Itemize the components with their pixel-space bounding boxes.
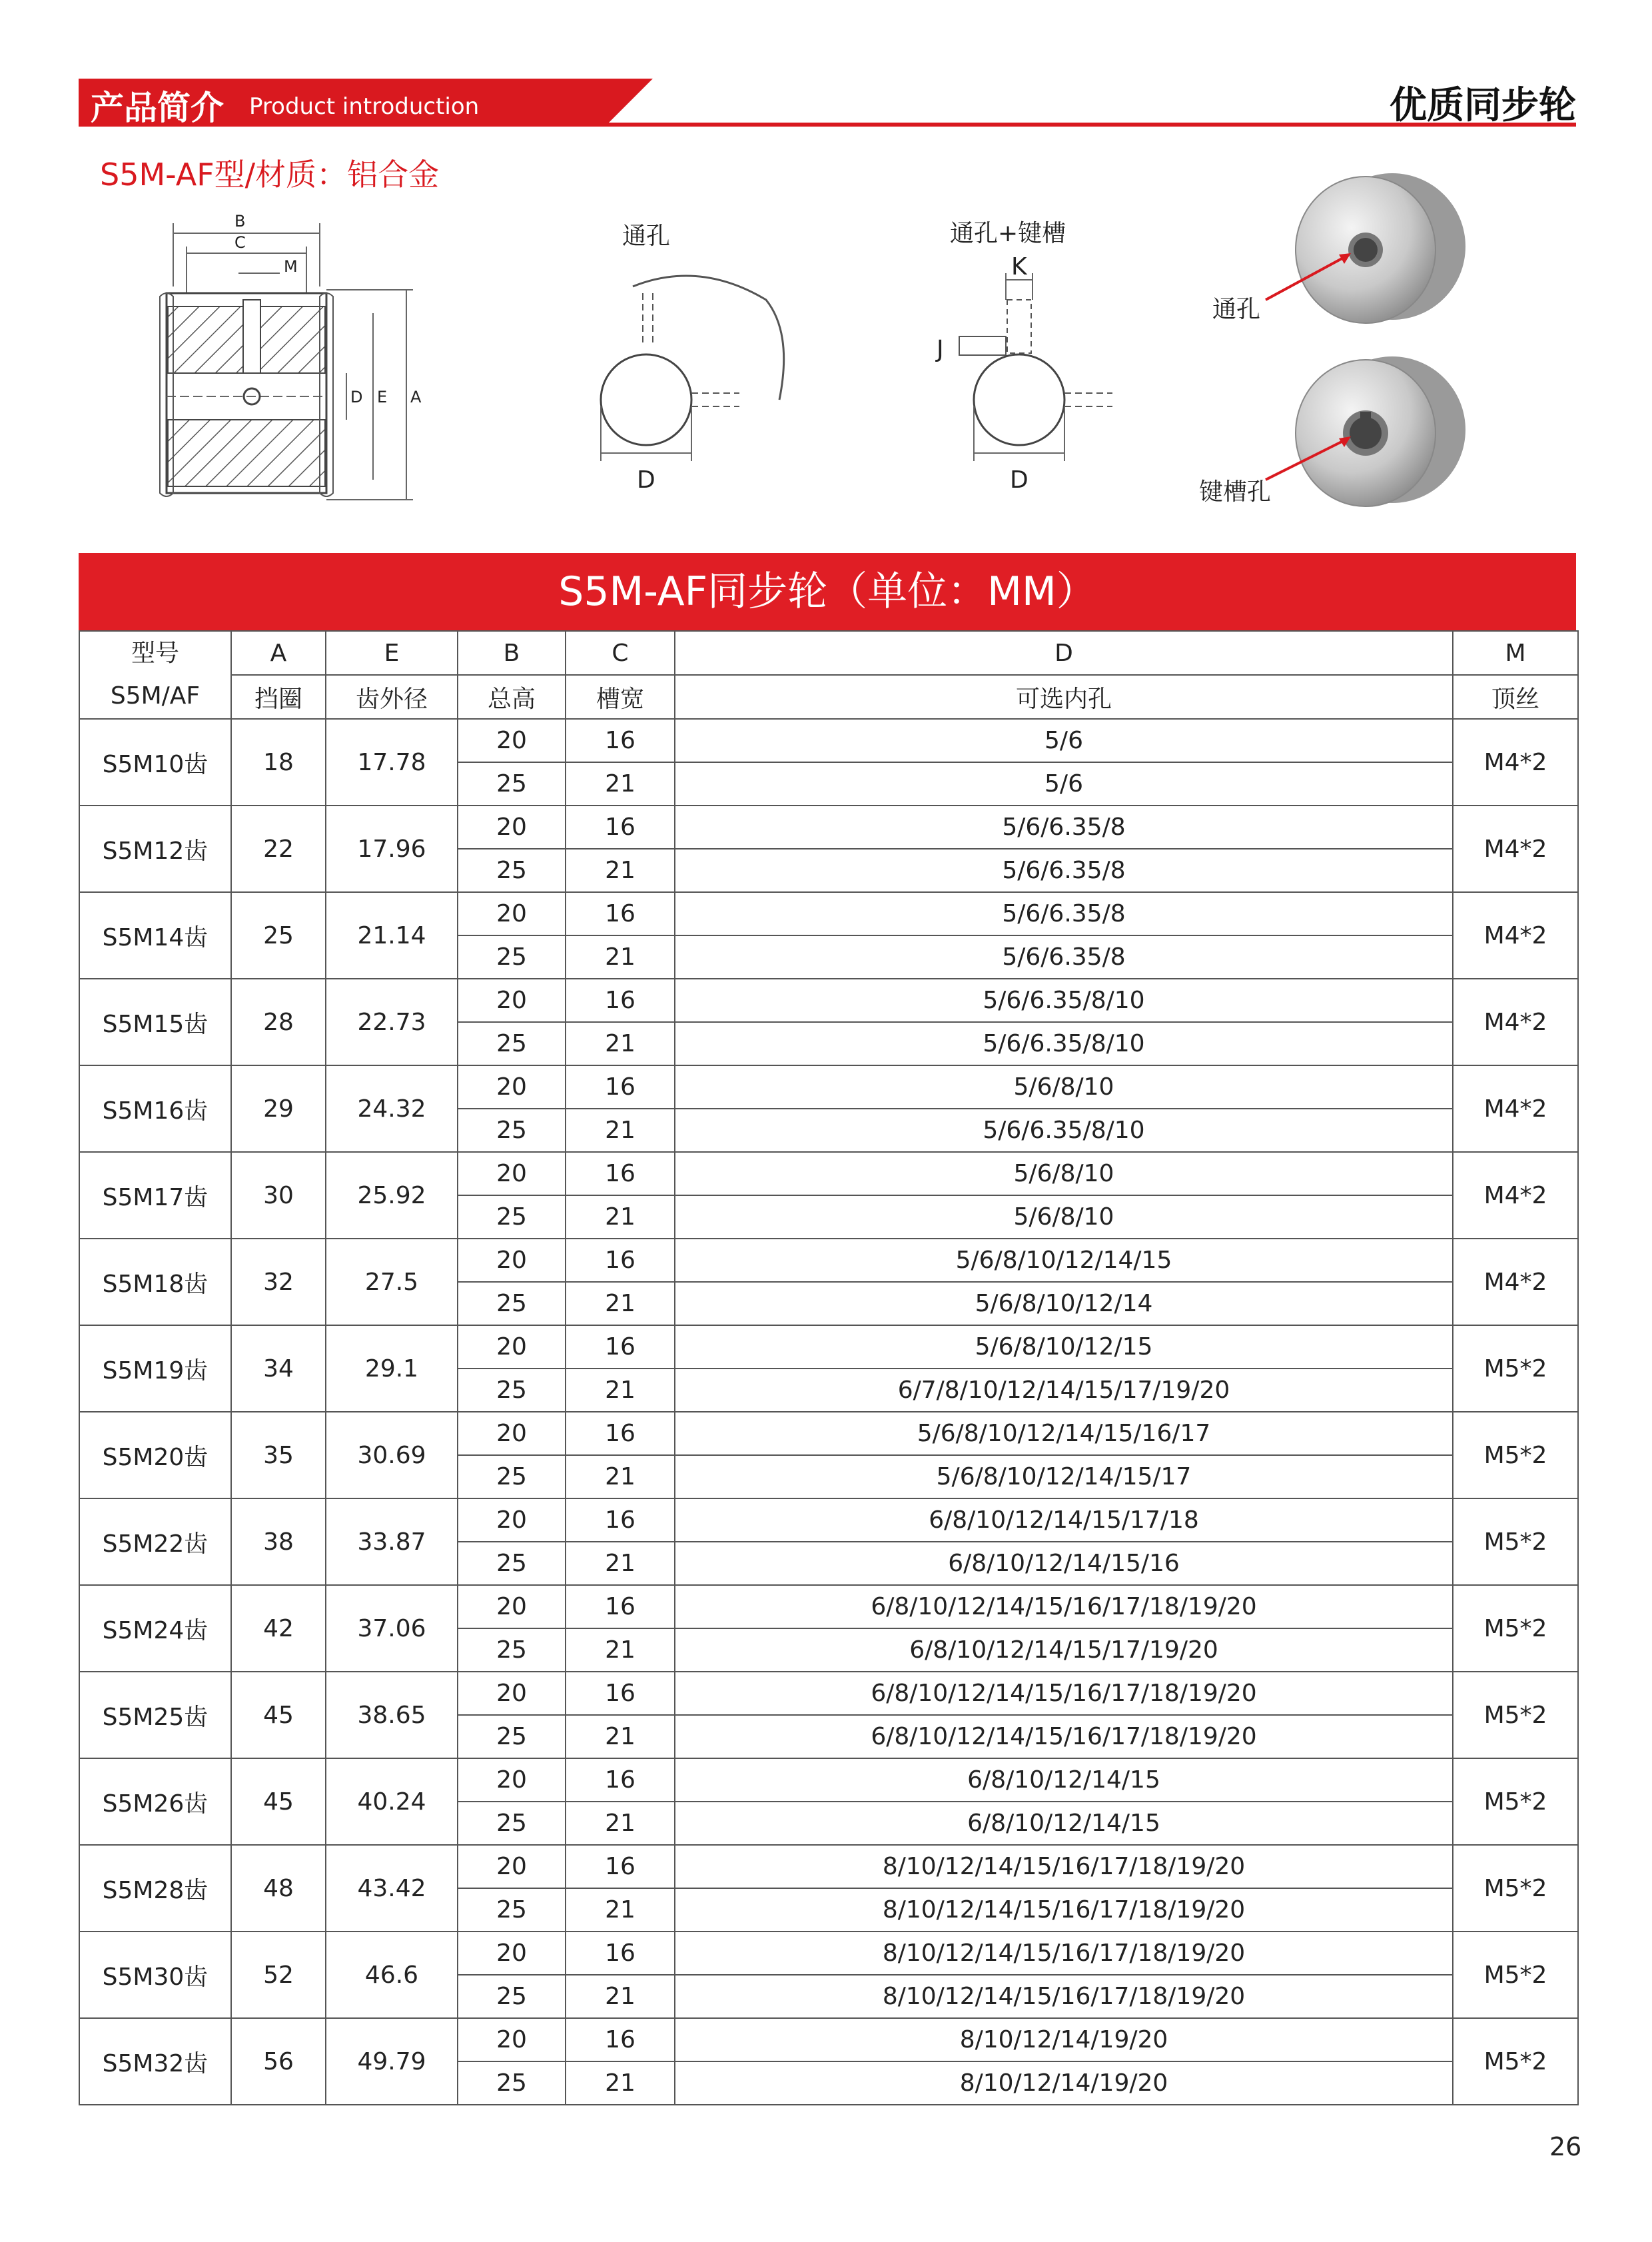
cell-a: 48 (231, 1845, 326, 1932)
cell-c: 21 (566, 1715, 675, 1758)
table-row (79, 979, 1578, 1022)
cell-model: S5M12齿 (79, 806, 231, 892)
cell-b: 25 (458, 1975, 566, 2018)
cell-b: 20 (458, 1585, 566, 1628)
cell-b: 25 (458, 1542, 566, 1585)
cell-d: 6/8/10/12/14/15 (675, 1802, 1453, 1845)
cell-a: 29 (231, 1065, 326, 1152)
header-m-sub: 顶丝 (1453, 675, 1578, 719)
cell-m: M4*2 (1453, 1239, 1578, 1325)
cell-c: 21 (566, 1888, 675, 1932)
cell-d: 8/10/12/14/15/16/17/18/19/20 (675, 1975, 1453, 2018)
cell-a: 18 (231, 719, 326, 806)
keyway-j-label: J (937, 336, 944, 363)
cell-c: 21 (566, 1975, 675, 2018)
cell-c: 16 (566, 1412, 675, 1455)
table-header-row-bottom (79, 675, 1578, 719)
cell-b: 20 (458, 1239, 566, 1282)
header-a-sub: 挡圈 (231, 675, 326, 719)
cell-d: 6/8/10/12/14/15 (675, 1758, 1453, 1802)
cell-d: 8/10/12/14/15/16/17/18/19/20 (675, 1932, 1453, 1975)
cell-model: S5M30齿 (79, 1932, 231, 2018)
keyway-drawing (933, 213, 1152, 493)
cell-e: 25.92 (326, 1152, 458, 1239)
cell-c: 16 (566, 1758, 675, 1802)
header-m: M (1453, 631, 1578, 675)
cell-a: 52 (231, 1932, 326, 2018)
table-row (79, 1325, 1578, 1369)
cell-c: 21 (566, 762, 675, 806)
header-a: A (231, 631, 326, 675)
dim-label-b: B (234, 212, 246, 231)
dim-label-c: C (234, 233, 246, 252)
section-view-diagram (147, 213, 466, 520)
table-row (79, 1585, 1578, 1628)
cell-m: M5*2 (1453, 1672, 1578, 1758)
cell-model: S5M16齿 (79, 1065, 231, 1152)
cell-b: 25 (458, 1455, 566, 1498)
section-view-drawing (147, 213, 466, 520)
cell-model: S5M32齿 (79, 2018, 231, 2105)
cell-b: 20 (458, 2018, 566, 2061)
table-row (79, 1065, 1578, 1109)
cell-c: 21 (566, 1195, 675, 1239)
header-red-triangle (609, 79, 653, 123)
cell-a: 34 (231, 1325, 326, 1412)
cell-b: 20 (458, 1932, 566, 1975)
cell-m: M5*2 (1453, 1498, 1578, 1585)
cell-c: 21 (566, 1802, 675, 1845)
cell-d: 6/8/10/12/14/15/17/19/20 (675, 1628, 1453, 1672)
header-b-sub: 总高 (458, 675, 566, 719)
cell-d: 5/6/8/10/12/15 (675, 1325, 1453, 1369)
cell-b: 25 (458, 1715, 566, 1758)
cell-c: 16 (566, 1498, 675, 1542)
cell-a: 45 (231, 1672, 326, 1758)
cell-b: 25 (458, 1888, 566, 1932)
dim-label-e: E (377, 388, 388, 406)
cell-d: 6/8/10/12/14/15/16/17/18/19/20 (675, 1715, 1453, 1758)
cell-b: 20 (458, 1325, 566, 1369)
cell-model: S5M10齿 (79, 719, 231, 806)
cell-b: 20 (458, 1412, 566, 1455)
table-row (79, 892, 1578, 935)
table-row (79, 1758, 1578, 1802)
cell-b: 25 (458, 849, 566, 892)
cell-c: 21 (566, 1628, 675, 1672)
cell-e: 40.24 (326, 1758, 458, 1845)
cell-model: S5M17齿 (79, 1152, 231, 1239)
cell-d: 5/6/8/10/12/14/15/17 (675, 1455, 1453, 1498)
cell-b: 20 (458, 1498, 566, 1542)
cell-m: M5*2 (1453, 1585, 1578, 1672)
table-row (79, 806, 1578, 849)
cell-b: 20 (458, 892, 566, 935)
table-row (79, 1845, 1578, 1888)
cell-d: 6/7/8/10/12/14/15/17/19/20 (675, 1369, 1453, 1412)
cell-m: M4*2 (1453, 806, 1578, 892)
table-row (79, 1152, 1578, 1195)
cell-b: 25 (458, 2061, 566, 2105)
dim-label-d: D (350, 388, 363, 406)
cell-m: M5*2 (1453, 1412, 1578, 1498)
cell-c: 21 (566, 1022, 675, 1065)
table-row (79, 1412, 1578, 1455)
cell-a: 30 (231, 1152, 326, 1239)
cell-d: 5/6/8/10 (675, 1065, 1453, 1109)
cell-b: 25 (458, 1195, 566, 1239)
cell-d: 5/6/8/10 (675, 1152, 1453, 1195)
cell-d: 5/6/8/10 (675, 1195, 1453, 1239)
cell-d: 5/6/8/10/12/14 (675, 1282, 1453, 1325)
cell-c: 21 (566, 1282, 675, 1325)
header-model-bottom: S5M/AF (110, 682, 201, 710)
cell-m: M5*2 (1453, 1758, 1578, 1845)
header-d: D (675, 631, 1453, 675)
cell-b: 20 (458, 719, 566, 762)
cell-model: S5M14齿 (79, 892, 231, 979)
cell-d: 6/8/10/12/14/15/16/17/18/19/20 (675, 1585, 1453, 1628)
cell-d: 5/6/6.35/8/10 (675, 1109, 1453, 1152)
table-banner: S5M-AF同步轮（单位：MM） (79, 553, 1576, 630)
header-model-top: 型号 (131, 640, 179, 667)
cell-d: 6/8/10/12/14/15/16/17/18/19/20 (675, 1672, 1453, 1715)
through-hole-d-label: D (637, 466, 655, 494)
cell-model: S5M19齿 (79, 1325, 231, 1412)
cell-b: 25 (458, 1282, 566, 1325)
keyway-diagram (933, 213, 1152, 493)
cell-d: 5/6/8/10/12/14/15 (675, 1239, 1453, 1282)
cell-b: 20 (458, 806, 566, 849)
cell-b: 20 (458, 1672, 566, 1715)
keyway-d-label: D (1010, 466, 1029, 494)
header-c: C (566, 631, 675, 675)
photo-through-hole-label: 通孔 (1212, 296, 1261, 323)
cell-e: 38.65 (326, 1672, 458, 1758)
cell-m: M4*2 (1453, 979, 1578, 1065)
cell-a: 28 (231, 979, 326, 1065)
cell-a: 45 (231, 1758, 326, 1845)
header-right-title: 优质同步轮 (1390, 84, 1576, 127)
cell-c: 21 (566, 2061, 675, 2105)
product-subtitle: S5M-AF型/材质：铝合金 (100, 157, 440, 193)
cell-d: 8/10/12/14/15/16/17/18/19/20 (675, 1888, 1453, 1932)
cell-m: M5*2 (1453, 1845, 1578, 1932)
spec-table (79, 630, 1579, 2105)
table-row (79, 2018, 1578, 2061)
header-red-line (79, 123, 1576, 127)
cell-e: 22.73 (326, 979, 458, 1065)
table-row (79, 1672, 1578, 1715)
cell-e: 21.14 (326, 892, 458, 979)
cell-a: 56 (231, 2018, 326, 2105)
cell-e: 27.5 (326, 1239, 458, 1325)
cell-b: 25 (458, 1109, 566, 1152)
cell-d: 8/10/12/14/19/20 (675, 2061, 1453, 2105)
header-e-sub: 齿外径 (326, 675, 458, 719)
cell-model: S5M15齿 (79, 979, 231, 1065)
cell-c: 16 (566, 1932, 675, 1975)
cell-e: 46.6 (326, 1932, 458, 2018)
cell-c: 21 (566, 1455, 675, 1498)
table-row (79, 719, 1578, 762)
cell-model: S5M22齿 (79, 1498, 231, 1585)
header-c-sub: 槽宽 (566, 675, 675, 719)
cell-c: 21 (566, 849, 675, 892)
cell-d: 5/6/8/10/12/14/15/16/17 (675, 1412, 1453, 1455)
cell-c: 16 (566, 1585, 675, 1628)
cell-e: 24.32 (326, 1065, 458, 1152)
table-header-row-top (79, 631, 1578, 675)
cell-a: 42 (231, 1585, 326, 1672)
cell-b: 25 (458, 1022, 566, 1065)
cell-d: 5/6 (675, 762, 1453, 806)
cell-d: 5/6/6.35/8 (675, 849, 1453, 892)
cell-m: M5*2 (1453, 1932, 1578, 2018)
cell-e: 43.42 (326, 1845, 458, 1932)
cell-m: M5*2 (1453, 2018, 1578, 2105)
cell-b: 25 (458, 1802, 566, 1845)
table-row (79, 1498, 1578, 1542)
cell-c: 21 (566, 1542, 675, 1585)
cell-e: 17.96 (326, 806, 458, 892)
cell-a: 32 (231, 1239, 326, 1325)
cell-b: 25 (458, 762, 566, 806)
cell-m: M4*2 (1453, 719, 1578, 806)
cell-c: 16 (566, 1325, 675, 1369)
cell-d: 8/10/12/14/19/20 (675, 2018, 1453, 2061)
table-row (79, 1239, 1578, 1282)
cell-a: 25 (231, 892, 326, 979)
cell-b: 20 (458, 979, 566, 1022)
cell-c: 16 (566, 2018, 675, 2061)
through-hole-label: 通孔 (622, 223, 671, 250)
cell-model: S5M28齿 (79, 1845, 231, 1932)
header-b: B (458, 631, 566, 675)
cell-a: 35 (231, 1412, 326, 1498)
cell-m: M4*2 (1453, 1152, 1578, 1239)
cell-e: 29.1 (326, 1325, 458, 1412)
header-e: E (326, 631, 458, 675)
cell-c: 16 (566, 806, 675, 849)
cell-c: 16 (566, 1152, 675, 1195)
cell-d: 5/6/6.35/8 (675, 892, 1453, 935)
page-number: 26 (1549, 2132, 1582, 2161)
cell-e: 30.69 (326, 1412, 458, 1498)
cell-d: 5/6/6.35/8 (675, 935, 1453, 979)
cell-b: 25 (458, 935, 566, 979)
cell-c: 16 (566, 979, 675, 1022)
header-model (79, 631, 231, 719)
cell-c: 16 (566, 719, 675, 762)
header-title-cn: 产品简介 (91, 89, 224, 127)
cell-d: 6/8/10/12/14/15/16 (675, 1542, 1453, 1585)
dim-label-m: M (284, 257, 298, 276)
table-row (79, 1932, 1578, 1975)
cell-e: 17.78 (326, 719, 458, 806)
cell-d: 5/6/6.35/8/10 (675, 1022, 1453, 1065)
cell-e: 37.06 (326, 1585, 458, 1672)
cell-model: S5M26齿 (79, 1758, 231, 1845)
cell-b: 20 (458, 1152, 566, 1195)
dim-label-a: A (410, 388, 422, 406)
product-photos (1199, 167, 1492, 526)
through-hole-drawing (580, 213, 799, 493)
cell-m: M4*2 (1453, 892, 1578, 979)
cell-b: 20 (458, 1065, 566, 1109)
cell-m: M4*2 (1453, 1065, 1578, 1152)
header-d-sub: 可选内孔 (675, 675, 1453, 719)
cell-a: 22 (231, 806, 326, 892)
cell-d: 6/8/10/12/14/15/17/18 (675, 1498, 1453, 1542)
keyway-k-label: K (1011, 253, 1027, 280)
cell-d: 5/6 (675, 719, 1453, 762)
cell-d: 5/6/6.35/8/10 (675, 979, 1453, 1022)
header-title-en: Product introduction (249, 93, 480, 120)
cell-b: 25 (458, 1628, 566, 1672)
cell-c: 16 (566, 1845, 675, 1888)
cell-d: 8/10/12/14/15/16/17/18/19/20 (675, 1845, 1453, 1888)
cell-c: 21 (566, 1109, 675, 1152)
cell-model: S5M20齿 (79, 1412, 231, 1498)
cell-e: 33.87 (326, 1498, 458, 1585)
cell-c: 16 (566, 1239, 675, 1282)
keyway-label: 通孔+键槽 (950, 220, 1066, 247)
cell-d: 5/6/6.35/8 (675, 806, 1453, 849)
page-header (79, 79, 1576, 128)
cell-c: 16 (566, 892, 675, 935)
through-hole-diagram (580, 213, 799, 493)
cell-model: S5M18齿 (79, 1239, 231, 1325)
cell-b: 25 (458, 1369, 566, 1412)
photo-keyway-label: 键槽孔 (1199, 478, 1272, 506)
cell-a: 38 (231, 1498, 326, 1585)
cell-c: 16 (566, 1065, 675, 1109)
cell-model: S5M25齿 (79, 1672, 231, 1758)
cell-model: S5M24齿 (79, 1585, 231, 1672)
spec-table-body (79, 631, 1578, 2105)
cell-c: 16 (566, 1672, 675, 1715)
cell-e: 49.79 (326, 2018, 458, 2105)
cell-b: 20 (458, 1845, 566, 1888)
cell-b: 20 (458, 1758, 566, 1802)
cell-c: 21 (566, 935, 675, 979)
cell-c: 21 (566, 1369, 675, 1412)
product-photo-drawing (1212, 167, 1492, 526)
cell-m: M5*2 (1453, 1325, 1578, 1412)
